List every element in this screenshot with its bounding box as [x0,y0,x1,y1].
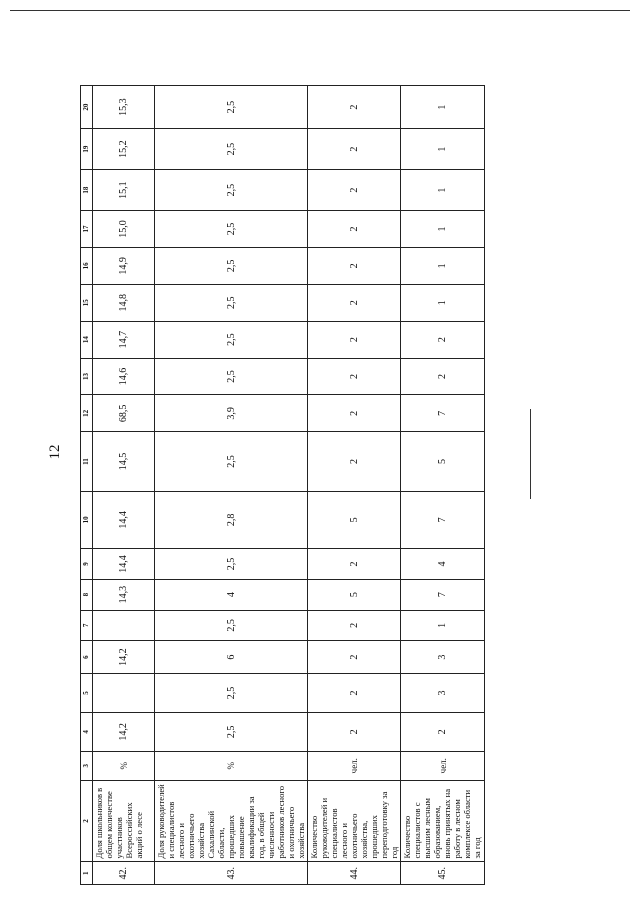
header-cell: 8 [81,579,93,610]
value-cell: 2 [401,712,485,751]
header-cell: 18 [81,170,93,211]
header-cell: 17 [81,211,93,248]
value-cell: 2 [308,247,401,284]
rotated-table-wrapper [80,85,482,885]
value-cell: 14,7 [93,321,155,358]
value-cell: 2,5 [155,284,308,321]
value-cell: 14,3 [93,579,155,610]
value-cell: 4 [401,549,485,580]
header-row [81,86,93,885]
value-cell: 14,6 [93,358,155,395]
row-unit: чел. [308,751,401,780]
value-cell: 14,2 [93,641,155,674]
table-row [155,86,308,885]
value-cell: 2 [308,712,401,751]
row-description: Количество руководителей и специалистов лесного и охотничьего хозяйства, прошедших переподготовку за год [308,780,401,862]
value-cell: 2,5 [155,712,308,751]
value-cell: 2 [308,641,401,674]
header-cell: 19 [81,129,93,170]
value-cell: 14,8 [93,284,155,321]
scan-mark [530,409,531,499]
value-cell: 2 [401,358,485,395]
header-cell: 7 [81,610,93,641]
value-cell: 14,2 [93,712,155,751]
value-cell: 68,5 [93,395,155,432]
header-cell: 20 [81,86,93,129]
value-cell: 1 [401,211,485,248]
header-cell: 5 [81,674,93,713]
value-cell: 14,4 [93,491,155,548]
value-cell: 1 [401,284,485,321]
top-rule [10,10,630,11]
header-cell: 1 [81,862,93,885]
value-cell: 2,5 [155,674,308,713]
value-cell: 1 [401,170,485,211]
header-cell: 16 [81,247,93,284]
row-unit: чел. [401,751,485,780]
value-cell: 2,5 [155,247,308,284]
header-cell: 3 [81,751,93,780]
value-cell: 14,5 [93,432,155,491]
value-cell: 5 [308,579,401,610]
value-cell: 1 [401,129,485,170]
value-cell: 2 [308,321,401,358]
row-unit: % [155,751,308,780]
value-cell: 5 [401,432,485,491]
row-number: 43. [155,862,308,885]
header-cell: 15 [81,284,93,321]
value-cell: 5 [308,491,401,548]
value-cell: 2,5 [155,170,308,211]
value-cell: 15,1 [93,170,155,211]
value-cell: 7 [401,395,485,432]
value-cell: 1 [401,247,485,284]
value-cell: 2 [308,129,401,170]
row-number: 45. [401,862,485,885]
value-cell: 2,8 [155,491,308,548]
value-cell: 2,5 [155,129,308,170]
value-cell: 3,9 [155,395,308,432]
header-cell: 11 [81,432,93,491]
value-cell: 2,5 [155,549,308,580]
value-cell [93,610,155,641]
value-cell: 2 [308,395,401,432]
value-cell: 2 [308,284,401,321]
value-cell: 2 [308,674,401,713]
value-cell: 6 [155,641,308,674]
value-cell: 2 [308,610,401,641]
value-cell: 2,5 [155,211,308,248]
value-cell: 2 [308,549,401,580]
header-cell: 4 [81,712,93,751]
value-cell: 15,3 [93,86,155,129]
row-description: Доля школьников в общем количестве участников Всероссийских акций о лесе [93,780,155,862]
value-cell: 2 [308,358,401,395]
table-row [401,86,485,885]
header-cell: 6 [81,641,93,674]
value-cell: 2 [308,170,401,211]
value-cell: 1 [401,610,485,641]
page-number: 12 [47,444,63,460]
table-row [308,86,401,885]
value-cell: 7 [401,491,485,548]
value-cell: 15,2 [93,129,155,170]
value-cell: 2 [401,321,485,358]
value-cell: 2,5 [155,432,308,491]
row-number: 42. [93,862,155,885]
value-cell: 15,0 [93,211,155,248]
header-cell: 2 [81,780,93,862]
header-cell: 14 [81,321,93,358]
row-number: 44. [308,862,401,885]
value-cell: 3 [401,641,485,674]
row-unit: % [93,751,155,780]
row-description: Количество специалистов с высшим лесным образованием, вновь принятых на работу в лесном комплексе области за год [401,780,485,862]
value-cell: 2,5 [155,321,308,358]
value-cell: 7 [401,579,485,610]
header-cell: 10 [81,491,93,548]
value-cell [93,674,155,713]
value-cell: 2,5 [155,358,308,395]
header-cell: 13 [81,358,93,395]
value-cell: 14,9 [93,247,155,284]
value-cell: 2,5 [155,610,308,641]
table-row [93,86,155,885]
value-cell: 2 [308,432,401,491]
row-description: Доля руководителей и специалистов лесного и охотничьего хозяйства Сахалинской области, прошедших повышение квалификации за год, в общей численности работников лесного и охотничьего хозяйства [155,780,308,862]
indicators-table [80,85,485,885]
value-cell: 4 [155,579,308,610]
value-cell: 2 [308,211,401,248]
value-cell: 14,4 [93,549,155,580]
value-cell: 1 [401,86,485,129]
value-cell: 3 [401,674,485,713]
value-cell: 2 [308,86,401,129]
header-cell: 9 [81,549,93,580]
header-cell: 12 [81,395,93,432]
value-cell: 2,5 [155,86,308,129]
